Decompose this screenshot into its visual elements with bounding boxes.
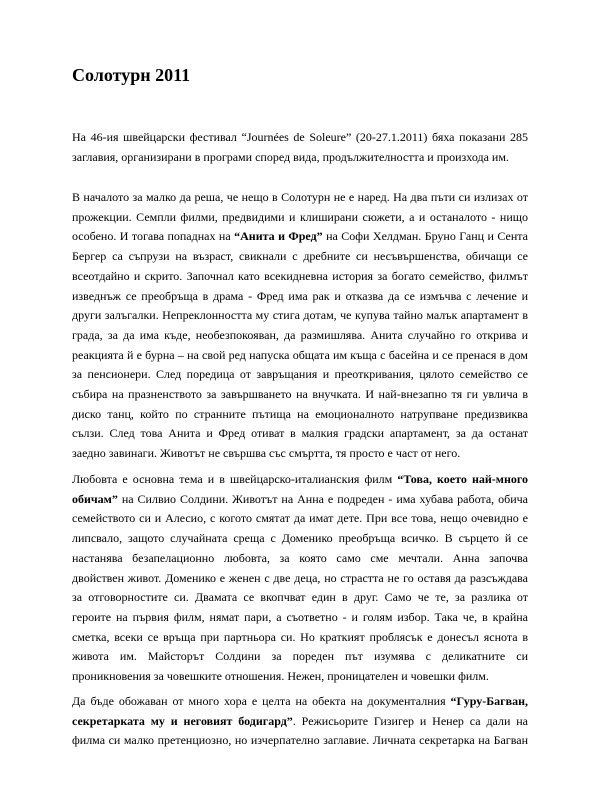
- film-title-what-i-love-most: “Това, което най-много: [397, 472, 529, 486]
- film-title-guru-bagwan: “Гуру-Багван,: [450, 694, 528, 708]
- text-line: всеотдайно и скрито. Започнал като всекидневна история за богато семейство, филмът: [72, 268, 528, 283]
- text-line: диско танц, който по странните пътища на емоционалното натрупване предизвиква: [72, 406, 528, 421]
- text-line: прожекции. Семпли филми, предвидими и клиширани сюжети, а и останалото - нищо: [72, 209, 528, 224]
- page-title: Солотурн 2011: [72, 65, 191, 85]
- text-line: героите на първия филм, нямат пари, а съответно - и голям избор. Така че, в крайна: [72, 609, 528, 624]
- text-line: Бергер са съпрузи на възраст, свикнали с дребните си несъвършенства, обичащи се: [72, 249, 528, 264]
- film-title-anita-fred: “Анита и Фред”: [234, 229, 323, 244]
- text-line: [72, 692, 528, 712]
- film-title-what-i-love-most-cont: обичам”: [72, 491, 118, 506]
- text-line: проникновения за човешките отношения. Нежен, проницателен и човешки филм.: [72, 669, 489, 684]
- text-line: сметка, всеки се връща при партньора си. Но краткият проблясък е донесъл яснота в: [72, 629, 528, 644]
- text-line: изведнъж се преобръща в драма - Фред има рак и отказва да се измъчва с лечение и: [72, 288, 528, 303]
- paragraph-guru-bagwan: [72, 692, 528, 751]
- film-title-guru-bagwan-cont: секретарката му и неговият бодигард”: [72, 713, 293, 728]
- paragraph-what-i-love-most: [72, 470, 528, 687]
- text-line: за отговорностите си. Двамата се вкопчват един в друг. Само че те, за разлика от: [72, 590, 528, 605]
- text-run: . Режисьорите Гизигер и Ненер са дали на: [292, 713, 528, 728]
- text-line: [72, 227, 528, 247]
- text-line: други залъгалки. Непреклонността му стига дотам, че купува тайно малък апартамент в: [72, 308, 528, 323]
- text-line: В началото за малко да реша, че нещо в Солотурн не е наред. На два пъти си излизах от: [72, 190, 528, 204]
- text-line: двойствен живот. Доменико е женен с две деца, но страстта не го оставя да разсъждава: [72, 570, 528, 585]
- text-line: заедно завинаги. Животът не свършва със смъртта, тя просто е част от него.: [72, 446, 461, 461]
- text-line: семейството си и Алесио, с когото смятат да имат дете. При все това, нещо очевидно е: [72, 511, 528, 526]
- text-run: на Силвио Солдини. Животът на Анна е подреден - има хубава работа, обича: [117, 491, 528, 506]
- text-run: Любовта е основна тема и в швейцарско-италианския филм: [72, 472, 398, 486]
- intro-line: На 46-ия швейцарски фестивал “Journées de Soleure” (20-27.1.2011) бяха показани 285: [72, 130, 528, 144]
- text-line: реакцията й е бурна – на свой ред напуска общата им къща с басейна и се пренася в дом: [72, 347, 528, 362]
- text-line: сълзи. След това Анита и Фред отиват в малкия градски апартамент, за да останат: [72, 426, 528, 441]
- text-line: живота им. Майсторът Солдини за пореден път изумява с деликатните си: [72, 649, 528, 664]
- text-line: липсвало, защото случайната среща с Доменико преобръща всичко. В сърцето й се: [72, 531, 528, 546]
- text-line: настанява безапелационно любовта, за която само сме мечтали. Анна започва: [72, 550, 528, 565]
- text-line: [72, 712, 528, 732]
- text-run: на Софи Хелдман. Бруно Ганц и Сента: [322, 229, 528, 244]
- text-line: събира на празненството за завършването на внучката. И най-внезапно тя ги увлича в: [72, 387, 528, 402]
- text-run: Да бъде обожаван от много хора е целта на обекта на документалния: [72, 694, 451, 708]
- text-line: града, за да има къде, необезпокояван, да размишлява. Анита случайно го открива и: [72, 327, 528, 342]
- paragraph-anita-fred: [72, 188, 528, 464]
- text-run: особено. И тогава попаднах на: [72, 229, 235, 244]
- intro-paragraph: [72, 128, 528, 167]
- text-line: [72, 470, 528, 490]
- text-line: [72, 490, 528, 510]
- text-line: за пенсионери. След поредица от завръщания и преоткривания, цялото семейство се: [72, 367, 528, 382]
- intro-line: заглавия, организирани в програми според вида, продължителността и произхода им.: [72, 149, 509, 164]
- text-line: филма си малко претенциозно, но изчерпателно заглавие. Личната секретарка на Багван: [72, 733, 528, 748]
